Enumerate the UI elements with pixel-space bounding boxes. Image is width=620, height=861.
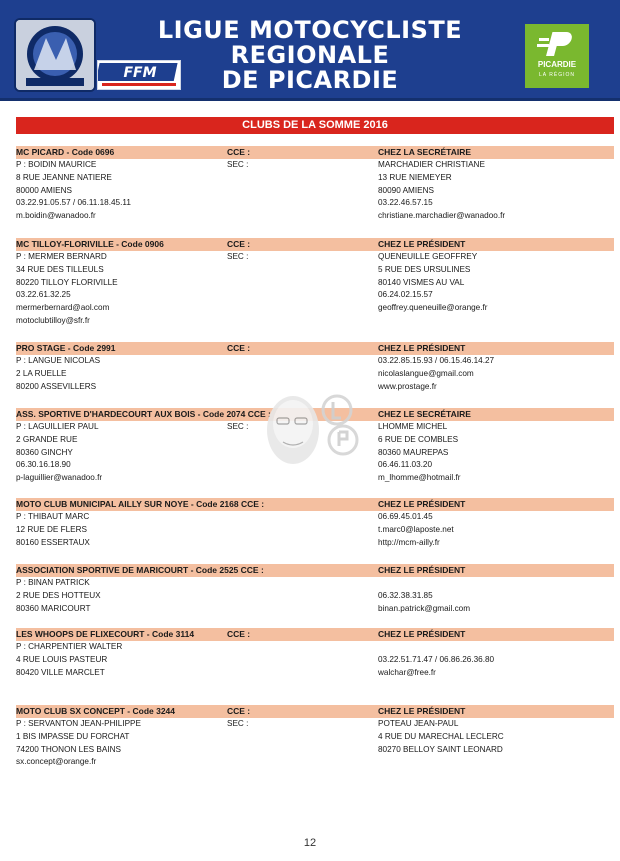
club-detail-line: motoclubtilloy@sfr.fr — [16, 315, 90, 325]
club-detail-line: 6 RUE DE COMBLES — [378, 434, 459, 444]
title-line-2: DE PICARDIE — [221, 66, 399, 94]
club-col1 — [16, 251, 216, 328]
club-detail-line: 5 RUE DES URSULINES — [378, 264, 471, 274]
club-detail-line: P : CHARPENTIER WALTER — [16, 642, 123, 651]
club-col1 — [16, 641, 216, 679]
club-col1 — [16, 421, 216, 485]
club-block — [16, 146, 614, 221]
club-col1 — [16, 577, 216, 615]
club-detail-line: POTEAU JEAN-PAUL — [378, 719, 459, 728]
club-name: MC TILLOY-FLORIVILLE - Code 0906 — [16, 239, 164, 249]
picardie-region-logo — [525, 24, 589, 88]
club-name: PRO STAGE - Code 2991 — [16, 343, 116, 353]
club-name: LES WHOOPS DE FLIXECOURT - Code 3114 — [16, 629, 195, 639]
club-col3 — [378, 355, 614, 393]
club-detail-line: 06.69.45.01.45 — [378, 512, 433, 521]
club-detail-line: 80220 TILLOY FLORIVILLE — [16, 277, 118, 287]
club-detail-line: 03.22.91.05.57 / 06.11.18.45.11 — [16, 198, 131, 208]
club-contact-label: CHEZ LE PRÉSIDENT — [378, 565, 466, 575]
club-name: ASS. SPORTIVE D'HARDECOURT AUX BOIS - Code 2074 CCE : — [16, 409, 271, 419]
club-contact-label: CHEZ LA SECRÉTAIRE — [378, 147, 472, 157]
lmrp-logo-icon — [16, 20, 94, 90]
club-col1 — [16, 159, 216, 223]
club-detail-line: 80160 ESSERTAUX — [16, 537, 90, 547]
club-contact-label: CHEZ LE PRÉSIDENT — [378, 629, 466, 639]
club-detail-line: P : MERMER BERNARD — [16, 252, 107, 261]
club-header-bar — [16, 564, 614, 577]
club-detail-line: 06.24.02.15.57 — [378, 290, 433, 300]
club-cce-label: CCE : — [227, 343, 251, 353]
club-cce-label: CCE : — [227, 239, 251, 249]
club-detail-line: 74200 THONON LES BAINS — [16, 744, 121, 754]
club-detail-line: 2 RUE DES HOTTEUX — [16, 590, 101, 600]
club-block — [16, 564, 614, 613]
club-name: ASSOCIATION SPORTIVE DE MARICOURT - Code 2525 CCE : — [16, 565, 264, 575]
club-name: MOTO CLUB MUNICIPAL AILLY SUR NOYE - Code 2168 CCE : — [16, 499, 265, 509]
club-block — [16, 628, 614, 677]
club-detail-line: 80360 GINCHY — [16, 447, 73, 457]
club-detail-line: 80140 VISMES AU VAL — [378, 277, 465, 287]
club-col2 — [227, 718, 367, 731]
picardie-p-icon — [537, 30, 577, 58]
watermark-portrait-icon — [255, 388, 365, 473]
club-col3 — [378, 421, 614, 485]
page-title — [100, 18, 520, 93]
club-header-bar — [16, 705, 614, 718]
club-col3 — [378, 577, 614, 615]
club-col3 — [378, 641, 614, 679]
club-detail-line: 03.22.61.32.25 — [16, 290, 71, 300]
club-cce-label: CCE : — [227, 706, 251, 716]
title-line-1: LIGUE MOTOCYCLISTE REGIONALE — [157, 16, 463, 69]
club-detail-line: 06.32.38.31.85 — [378, 590, 433, 600]
club-detail-line: P : THIBAUT MARC — [16, 512, 90, 521]
club-col2 — [227, 159, 367, 172]
club-detail-line: LHOMME MICHEL — [378, 422, 448, 431]
club-name: MC PICARD - Code 0696 — [16, 147, 115, 157]
club-detail-line: m_lhomme@hotmail.fr — [378, 473, 461, 483]
club-detail-line: 34 RUE DES TILLEULS — [16, 264, 104, 274]
club-contact-label: CHEZ LE PRÉSIDENT — [378, 343, 466, 353]
ffm-logo-text: FFM — [123, 65, 157, 81]
club-detail-line: SEC : — [227, 252, 249, 261]
club-block — [16, 342, 614, 391]
club-contact-label: CHEZ LE SECRÉTAIRE — [378, 409, 471, 419]
club-detail-line: christiane.marchadier@wanadoo.fr — [378, 211, 506, 221]
club-detail-line: 2 LA RUELLE — [16, 368, 67, 378]
club-cce-label: CCE : — [227, 629, 251, 639]
club-col3 — [378, 159, 614, 223]
club-detail-line: 06.30.16.18.90 — [16, 460, 71, 470]
club-col3 — [378, 511, 614, 549]
club-detail-line: 03.22.46.57.15 — [378, 198, 433, 208]
club-detail-line: t.marc0@laposte.net — [378, 524, 454, 534]
club-detail-line: P : BOIDIN MAURICE — [16, 160, 97, 169]
club-header-bar — [16, 628, 614, 641]
club-detail-line: SEC : — [227, 422, 249, 431]
club-detail-line: SEC : — [227, 719, 249, 728]
page-number: 12 — [303, 837, 317, 849]
club-detail-line: 2 GRANDE RUE — [16, 434, 78, 444]
picardie-logo-name: PICARDIE — [537, 60, 577, 69]
club-detail-line: geoffrey.queneuille@orange.fr — [378, 303, 488, 313]
club-contact-label: CHEZ LE PRÉSIDENT — [378, 239, 466, 249]
club-detail-line: 03.22.51.71.47 / 06.86.26.36.80 — [378, 654, 495, 664]
club-detail-line: 1 BIS IMPASSE DU FORCHAT — [16, 731, 130, 741]
club-detail-line: 80360 MAUREPAS — [378, 447, 449, 457]
club-detail-line: 12 RUE DE FLERS — [16, 524, 87, 534]
club-col3 — [378, 251, 614, 315]
club-detail-line: sx.concept@orange.fr — [16, 757, 97, 767]
club-detail-line: 80360 MARICOURT — [16, 603, 91, 613]
club-header-bar — [16, 238, 614, 251]
club-detail-line: walchar@free.fr — [378, 667, 436, 677]
club-block — [16, 498, 614, 547]
club-block — [16, 238, 614, 325]
club-detail-line: 4 RUE LOUIS PASTEUR — [16, 654, 108, 664]
club-detail-line: 8 RUE JEANNE NATIERE — [16, 172, 112, 182]
club-col1 — [16, 511, 216, 549]
club-block — [16, 705, 614, 767]
club-header-bar — [16, 146, 614, 159]
club-detail-line: binan.patrick@gmail.com — [378, 603, 471, 613]
section-title: CLUBS DE LA SOMME 2016 — [16, 117, 614, 134]
picardie-logo-sub: LA RÉGION — [539, 72, 575, 78]
club-detail-line: 80200 ASSEVILLERS — [16, 381, 97, 391]
club-detail-line — [378, 577, 614, 590]
club-col3 — [378, 718, 614, 756]
club-contact-label: CHEZ LE PRÉSIDENT — [378, 499, 466, 509]
club-detail-line: 13 RUE NIEMEYER — [378, 172, 452, 182]
club-header-bar — [16, 498, 614, 511]
club-detail-line: MARCHADIER CHRISTIANE — [378, 160, 485, 169]
club-detail-line: 06.46.11.03.20 — [378, 460, 433, 470]
club-detail-line: m.boidin@wanadoo.fr — [16, 211, 96, 221]
club-col1 — [16, 355, 216, 393]
club-cce-label: CCE : — [227, 147, 251, 157]
club-detail-line: P : SERVANTON JEAN-PHILIPPE — [16, 719, 141, 728]
club-detail-line: 03.22.85.15.93 / 06.15.46.14.27 — [378, 356, 495, 365]
club-detail-line: mermerbernard@aol.com — [16, 303, 110, 313]
club-contact-label: CHEZ LE PRÉSIDENT — [378, 706, 466, 716]
club-header-bar — [16, 342, 614, 355]
club-detail-line: www.prostage.fr — [378, 381, 437, 391]
club-detail-line: P : LAGUILLIER PAUL — [16, 422, 99, 431]
club-name: MOTO CLUB SX CONCEPT - Code 3244 — [16, 706, 176, 716]
club-detail-line: p-laguillier@wanadoo.fr — [16, 473, 103, 483]
club-detail-line: QUENEUILLE GEOFFREY — [378, 252, 478, 261]
club-detail-line: 80270 BELLOY SAINT LEONARD — [378, 744, 503, 754]
club-col1 — [16, 718, 216, 769]
club-detail-line: 80420 VILLE MARCLET — [16, 667, 105, 677]
club-detail-line: 80000 AMIENS — [16, 185, 72, 195]
lmrp-logo — [14, 18, 96, 92]
page-header — [0, 0, 620, 101]
club-detail-line: nicolaslangue@gmail.com — [378, 368, 474, 378]
club-detail-line — [378, 641, 614, 654]
club-detail-line: SEC : — [227, 160, 249, 169]
club-col2 — [227, 251, 367, 264]
club-detail-line: 80090 AMIENS — [378, 185, 434, 195]
club-detail-line: http://mcm-ailly.fr — [378, 537, 440, 547]
club-detail-line: P : BINAN PATRICK — [16, 578, 90, 587]
club-detail-line: 4 RUE DU MARECHAL LECLERC — [378, 731, 504, 741]
club-detail-line: P : LANGUE NICOLAS — [16, 356, 101, 365]
